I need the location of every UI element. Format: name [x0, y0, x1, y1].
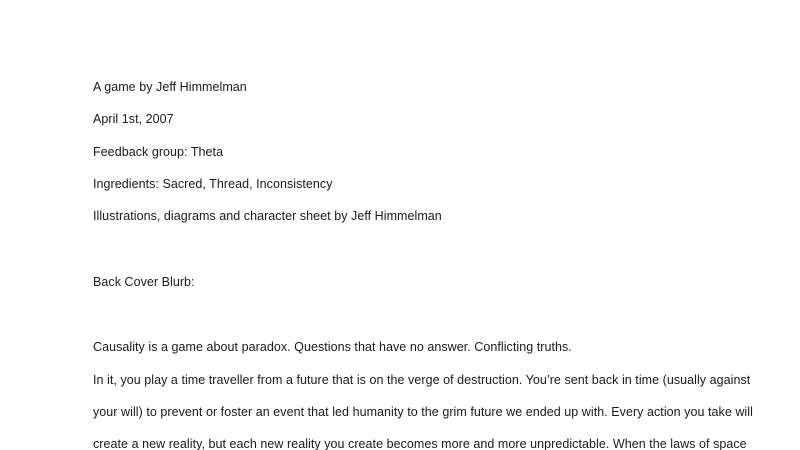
section-heading: Back Cover Blurb: — [93, 275, 195, 289]
blurb-body-line: create a new reality, but each new reality you create becomes more and more unpredictable. When the laws of space — [93, 437, 747, 450]
date-line: April 1st, 2007 — [93, 112, 174, 126]
illustrations-credit-line: Illustrations, diagrams and character sheet by Jeff Himmelman — [93, 209, 442, 223]
byline: A game by Jeff Himmelman — [93, 80, 247, 94]
blurb-body-line: In it, you play a time traveller from a future that is on the verge of destruction. You’re sent back in time (usually against — [93, 373, 751, 387]
blurb-intro-paragraph: Causality is a game about paradox. Questions that have no answer. Conflicting truths. — [93, 340, 572, 354]
feedback-group-line: Feedback group: Theta — [93, 145, 224, 159]
ingredients-line: Ingredients: Sacred, Thread, Inconsistency — [93, 177, 333, 191]
blurb-body-line: your will) to prevent or foster an event that led humanity to the grim future we ended up with. Every action you take will — [93, 405, 753, 419]
